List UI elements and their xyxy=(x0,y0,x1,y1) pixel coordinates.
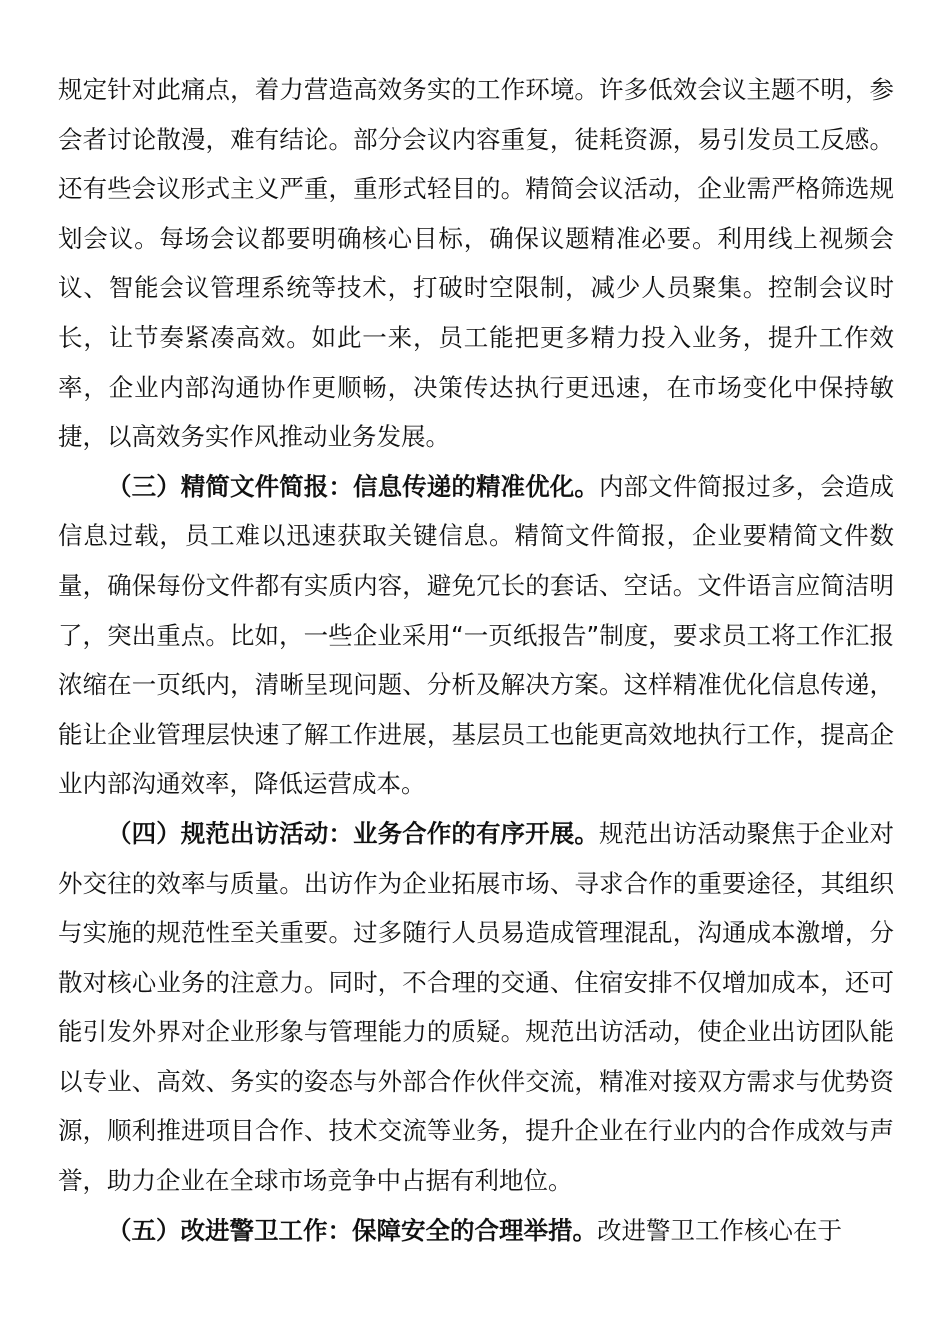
paragraph-documents xyxy=(58,462,894,809)
paragraph-security xyxy=(58,1206,894,1256)
paragraph-visits xyxy=(58,809,894,1206)
section-heading: （五）改进警卫工作：保障安全的合理举措。 xyxy=(107,1215,597,1245)
paragraph-body: 规范出访活动聚焦于企业对外交往的效率与质量。出访作为企业拓展市场、寻求合作的重要途径，其组织与实施的规范性至关重要。过多随行人员易造成管理混乱，沟通成本激增，分散对核心业务的注意力。同时，不合理的交通、住宿安排不仅增加成本，还可能引发外界对企业形象与管理能力的质疑。规范出访活动，使企业出访团队能以专业、高效、务实的姿态与外部合作伙伴交流，精准对接双方需求与优势资源，顺利推进项目合作、技术交流等业务，提升企业在行业内的合作成效与声誉，助力企业在全球市场竞争中占据有利地位。 xyxy=(58,818,895,1196)
paragraph-body: 内部文件简报过多，会造成信息过载，员工难以迅速获取关键信息。精简文件简报，企业要精简文件数量，确保每份文件都有实质内容，避免冗长的套话、空话。文件语言应简洁明了，突出重点。比如，一些企业采用“一页纸报告”制度，要求员工将工作汇报浓缩在一页纸内，清晰呈现问题、分析及解决方案。这样精准优化信息传递，能让企业管理层快速了解工作进展，基层员工也能更高效地执行工作，提高企业内部沟通效率，降低运营成本。 xyxy=(58,471,895,799)
section-heading: （三）精简文件简报：信息传递的精准优化。 xyxy=(107,471,599,501)
section-heading: （四）规范出访活动：业务合作的有序开展。 xyxy=(107,818,599,848)
paragraph-body: 改进警卫工作核心在于 xyxy=(597,1215,842,1245)
paragraph-body: 规定针对此痛点，着力营造高效务实的工作环境。许多低效会议主题不明，参会者讨论散漫，难有结论。部分会议内容重复，徒耗资源，易引发员工反感。还有些会议形式主义严重，重形式轻目的。精简会议活动，企业需严格筛选规划会议。每场会议都要明确核心目标，确保议题精准必要。利用线上视频会议、智能会议管理系统等技术，打破时空限制，减少人员聚集。控制会议时长，让节奏紧凑高效。如此一来，员工能把更多精力投入业务，提升工作效率，企业内部沟通协作更顺畅，决策传达执行更迅速，在市场变化中保持敏捷，以高效务实作风推动业务发展。 xyxy=(58,75,894,452)
paragraph-meetings xyxy=(58,65,894,462)
document-page xyxy=(58,65,894,1255)
